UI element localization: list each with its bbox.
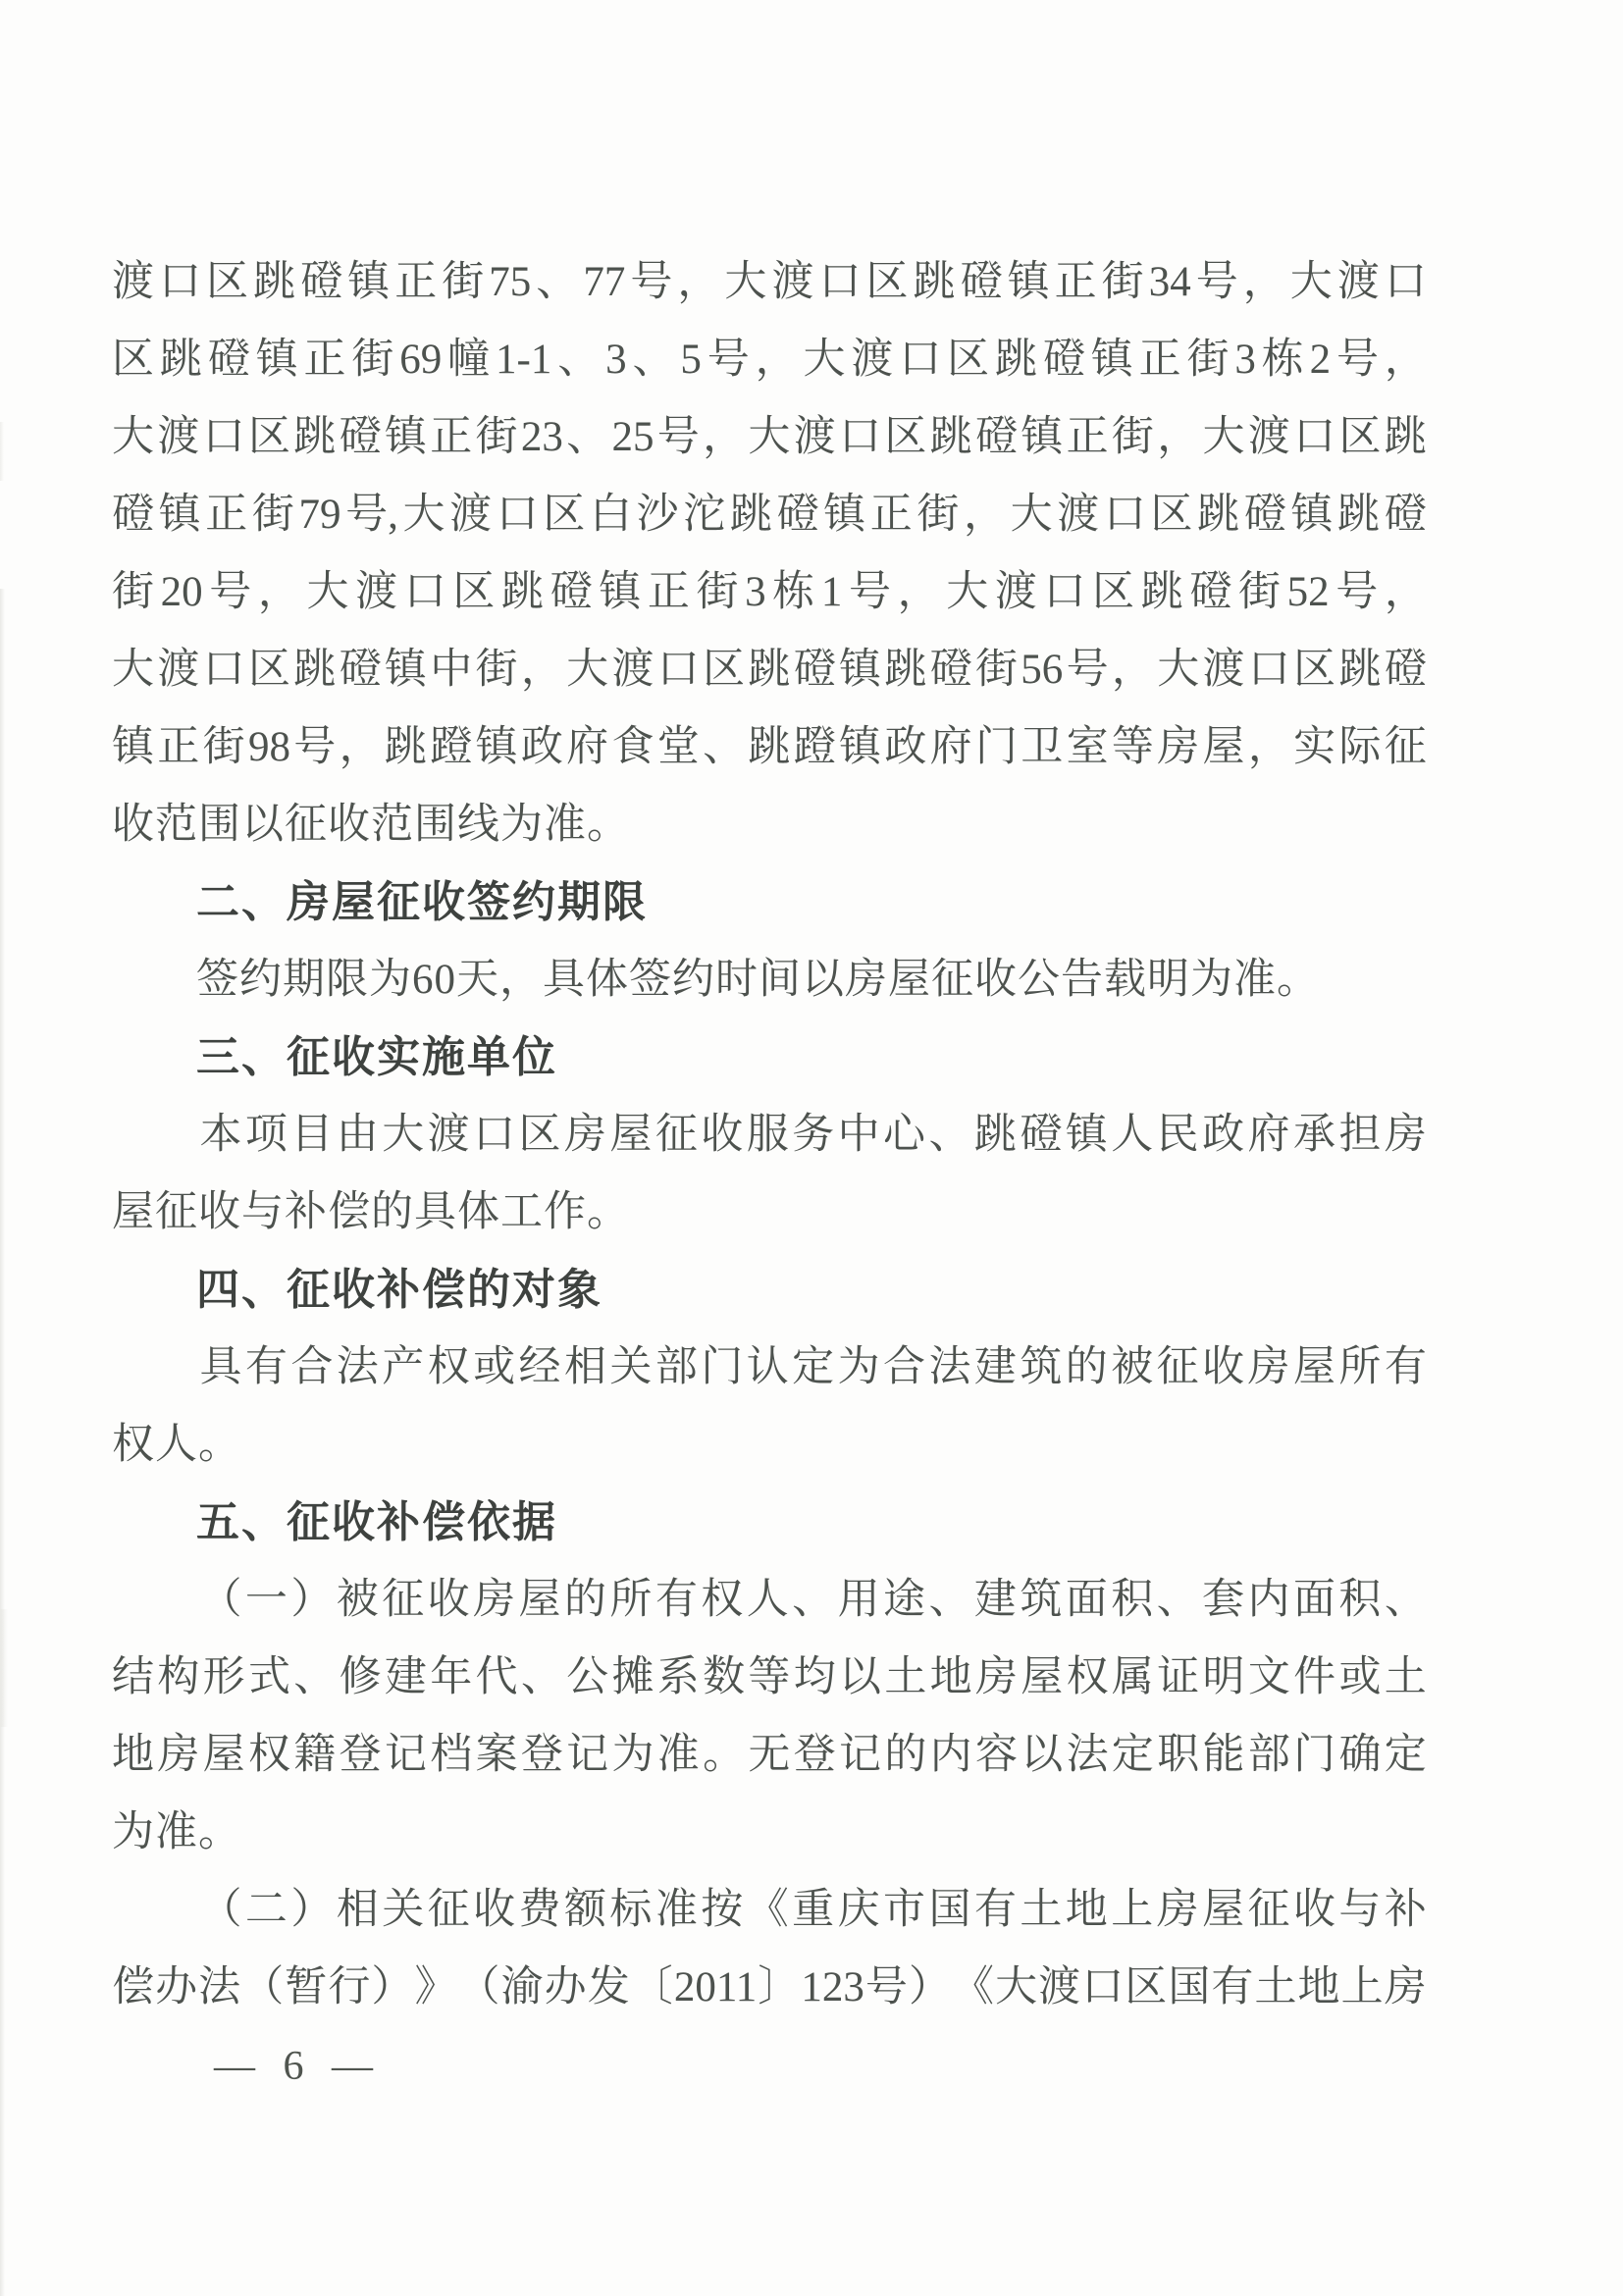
text-line: 权人。 bbox=[112, 1422, 241, 1468]
text-line: 区 跳 磴 镇 正 街 69 幢 1-1 、 3 、 5 号 ， 大 渡 口 区 跳 磴 镇 正 街 3 栋 2 号 ， bbox=[112, 337, 1427, 383]
text-line: 偿 办 法 （ 暂 行 ） 》 （ 渝 办 发 〔 2011 〕 123 号 ） 《 大 渡 口 区 国 有 土 地 上 房 bbox=[112, 1964, 1427, 2010]
page-number: — 6 — bbox=[214, 2044, 375, 2089]
text-line: 磴 镇 正 街 79 号, 大 渡 口 区 白 沙 沱 跳 磴 镇 正 街 ， 大 渡 口 区 跳 磴 镇 跳 磴 bbox=[112, 492, 1427, 538]
text-line: 结 构 形 式 、 修 建 年 代 、 公 摊 系 数 等 均 以 土 地 房 屋 权 属 证 明 文 件 或 土 bbox=[112, 1654, 1427, 1700]
document-text-block bbox=[112, 243, 1427, 2026]
text-line: 签约期限为60天，具体签约时间以房屋征收公告载明为准。 bbox=[196, 957, 1320, 1003]
text-line: 大 渡 口 区 跳 磴 镇 正 街 23 、 25 号 ， 大 渡 口 区 跳 磴 镇 正 街 ， 大 渡 口 区 跳 bbox=[112, 414, 1427, 460]
text-line: 渡 口 区 跳 磴 镇 正 街 75 、 77 号 ， 大 渡 口 区 跳 磴 镇 正 街 34 号 ， 大 渡 口 bbox=[112, 259, 1427, 305]
scan-edge-artifact bbox=[0, 1609, 8, 1727]
text-line: 本 项 目 由 大 渡 口 区 房 屋 征 收 服 务 中 心 、 跳 磴 镇 人 民 政 府 承 担 房 bbox=[199, 1112, 1427, 1158]
text-line: 收范围以征收范围线为准。 bbox=[112, 802, 630, 848]
text-line: （ 二 ） 相 关 征 收 费 额 标 准 按 《 重 庆 市 国 有 土 地 上 房 屋 征 收 与 补 bbox=[199, 1887, 1427, 1933]
scan-edge-artifact bbox=[0, 422, 4, 481]
text-line: 具 有 合 法 产 权 或 经 相 关 部 门 认 定 为 合 法 建 筑 的 被 征 收 房 屋 所 有 bbox=[199, 1344, 1427, 1390]
section-heading: 三、征收实施单位 bbox=[196, 1033, 557, 1081]
text-line: 街 20 号 ， 大 渡 口 区 跳 磴 镇 正 街 3 栋 1 号 ， 大 渡 口 区 跳 磴 街 52 号 ， bbox=[112, 569, 1427, 615]
text-line: 地 房 屋 权 籍 登 记 档 案 登 记 为 准 。 无 登 记 的 内 容 以 法 定 职 能 部 门 确 定 bbox=[112, 1732, 1427, 1778]
section-heading: 五、征收补偿依据 bbox=[196, 1498, 557, 1546]
text-line: 镇 正 街 98 号 ， 跳 蹬 镇 政 府 食 堂 、 跳 蹬 镇 政 府 门 卫 室 等 房 屋 ， 实 际 征 bbox=[112, 724, 1427, 770]
section-heading: 四、征收补偿的对象 bbox=[196, 1266, 602, 1314]
scan-edge-artifact bbox=[0, 589, 5, 2296]
section-heading: 二、房屋征收签约期限 bbox=[196, 878, 648, 926]
text-line: （ 一 ） 被 征 收 房 屋 的 所 有 权 人 、 用 途 、 建 筑 面 积 、 套 内 面 积 、 bbox=[199, 1577, 1427, 1623]
text-line: 大 渡 口 区 跳 磴 镇 中 街 ， 大 渡 口 区 跳 磴 镇 跳 磴 街 56 号 ， 大 渡 口 区 跳 磴 bbox=[112, 647, 1427, 693]
text-line: 屋征收与补偿的具体工作。 bbox=[112, 1189, 630, 1235]
text-line: 为准。 bbox=[112, 1809, 241, 1855]
